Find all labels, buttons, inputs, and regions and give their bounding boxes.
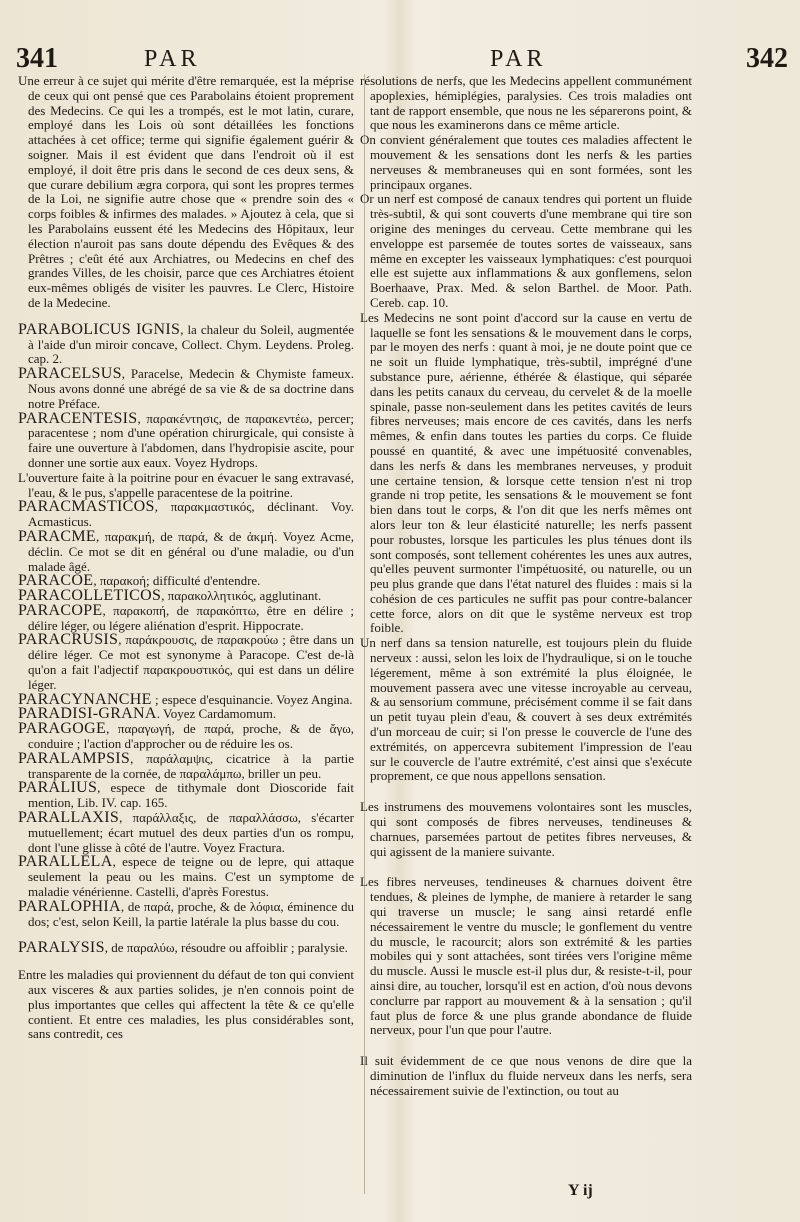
headword: PARALAMPSIS (18, 749, 131, 767)
page-header (16, 44, 788, 74)
entry: PARABOLICUS IGNIS, la chaleur du Soleil, augmentée à l'aide d'un miroir concave, Collect. Chym. Leydens. Proleg. cap. 2. (18, 320, 354, 367)
headword: PARACMASTICOS (18, 498, 155, 516)
headword: PARACOE (18, 572, 94, 590)
headword: PARALIUS (18, 779, 98, 797)
entry: PARACOLLETICOS, παρακολλητικός, agglutinant. (18, 587, 322, 605)
paragraph: On convient généralement que toutes ces maladies affectent le mouvement & les sensations dont les nerfs & les parties nerveuses & membraneuses qui en sont formées, sont les principaux organes. (360, 132, 692, 192)
signature-mark: Y ij (568, 1182, 593, 1199)
entry: PARACENTESIS, παρακέντησις, de παρακεντέω, percer; paracentese ; nom d'une opération chirurgicale, qui consiste à faire une ouverture à l'abdomen, dans l'hydropisie ascite, pour donner une sortie aux eaux. Voyez Hydrops. (18, 409, 354, 470)
entry: PARALOPHIA, de παρά, proche, & de λόφια, éminence du dos; c'est, selon Keill, la partie latérale la plus basse du cou. (18, 897, 354, 929)
entry: PARACME, παρακμή, de παρά, & de ἀκμή. Voyez Acme, déclin. Ce mot se dit en général ou d'une maladie, ou d'un malade âgé. (18, 527, 354, 574)
entry: L'ouverture faite à la poitrine pour en évacuer le sang extravasé, l'eau, & le pus, s'appelle paracentese de la poitrine. (18, 469, 354, 500)
headword: PARALYSIS (18, 939, 105, 957)
entry: Entre les maladies qui proviennent du défaut de ton qui convient aux visceres & aux parties solides, je n'en connois point de plus importantes que celles qui affectent la tête & ce qu'elle contient. Et entre ces maladies, les plus considérables sont, sans contredit, ces (18, 967, 354, 1042)
entry: PARALIUS, espece de tithymale dont Dioscoride fait mention, Lib. IV. cap. 165. (18, 779, 354, 811)
entry: PARALLAXIS, παράλλαξις, de παραλλάσσω, s'écarter mutuellement; écart mutuel des deux parties d'un os rompu, dont l'une glisse à côté de l'autre. Voyez Fractura. (18, 809, 354, 855)
entry: PARACRUSIS, παράκρουσις, de παρακρούω ; être dans un délire léger. Ce mot est synonyme à Paracope. C'est de-là qu'on a fait l'adjectif παρακρουστικός, qui est dans un délire léger. (18, 631, 354, 692)
headword: PARALLAXIS (18, 809, 120, 827)
headword: PARACOLLETICOS (18, 587, 162, 605)
headword: PARACME (18, 527, 96, 545)
headword: PARACELSUS (18, 365, 122, 383)
paragraph: Les fibres nerveuses, tendineuses & charnues doivent être tendues, & pleines de lymphe, de maniere à retarder le sang qui traverse un muscle; le sang ainsi retardé enfle nécessairement le ventre du muscle; le gonflement du ventre du muscle, le racourcit; alors son extrémité & les parties mobiles qui y sont attachées, sont tirées vers l'origine même du muscle. Aussi le muscle est-il plus dur, & resiste-t-il, pour ainsi dire, au toucher, lorsqu'il est en action, d'où nous devons conclurre par rapport au mouvement & à la sensation ; qu'il faut plus de force & une plus grande abondance de fluide nerveux, pour l'un que pour l'autre. (360, 874, 692, 1038)
entry: PARALAMPSIS, παράλαμψις, cicatrice à la partie transparente de la cornée, de παραλάμπω, briller un peu. (18, 749, 354, 781)
headword: PARAGOGE (18, 720, 107, 738)
headword: PARADISI-GRANA (18, 705, 157, 723)
right-running-head: PAR (490, 46, 547, 72)
entry: PARALYSIS, de παραλύω, résoudre ou affoiblir ; paralysie. (18, 939, 348, 957)
entry: PARAGOGE, παραγωγή, de παρά, proche, & de ἄγω, conduire ; l'action d'approcher ou de réduire les os. (18, 720, 354, 752)
paragraph: Il suit évidemment de ce que nous venons de dire que la diminution de l'influx du fluide nerveux dans les nerfs, sera nécessairement suivie de l'extinction, ou tout au (360, 1053, 692, 1098)
paragraph: Or un nerf est composé de canaux tendres qui portent un fluide très-subtil, & qui sont couverts d'une membrane qui tire son origine des meninges du cerveau. Cette membrane qui les enveloppe est parsemée de toutes sortes de vaisseaux, sans même en excepter les vaisseaux lymphatiques: c'est pourquoi elle est sujette aux inflammations & aux gonflemens, selon Boerhaave, Prax. Med. & selon Barthel. de Moor. Path. Cereb. cap. 10. (360, 191, 692, 310)
entry: PARACOE, παρακοή; difficulté d'entendre. (18, 572, 261, 590)
entry: PARACMASTICOS, παρακμαστικός, déclinant. Voy. Acmasticus. (18, 498, 354, 530)
entry: PARALLELA, espece de teigne ou de lepre, qui attaque seulement la peau ou les mains. C'est un symptome de maladie vénérienne. Castelli, d'après Forestus. (18, 853, 354, 900)
paragraph: Un nerf dans sa tension naturelle, est toujours plein du fluide nerveux : aussi, selon les loix de l'hydraulique, si on le touche légerement, même à son extrémité la plus éloignée, le mouvement passera avec une vitesse incroyable au cerveau, & au sensorium commune, précisément comme il se fait dans un petit tuyau plein d'eau, & couvert à ses deux extrémités d'un morceau de cuir; si l'on presse le couvercle de l'une des extrémités, on appercevra subitement l'impression de l'eau sur le couvercle de l'autre extrémité, c'est ainsi que s'exécute proprement, ce que nous appellons sensation. (360, 635, 692, 784)
headword: PARACOPE (18, 601, 103, 619)
headword: PARACYNANCHE (18, 690, 152, 708)
entry: PARACOPE, παρακοπή, de παρακόπτω, être en délire ; délire léger, ou légere aliénation d'esprit. Hippocrate. (18, 601, 354, 633)
headword: PARABOLICUS IGNIS (18, 320, 181, 338)
entry: Une erreur à ce sujet qui mérite d'être remarquée, est la méprise de ceux qui ont pensé que ces Parabolains étoient proprement des Medecins. Ce qui les a trompés, est le mot latin, curare, employé dans les Lois où sont détaillées les fonctions attachées à cet office; terme qui signifie également guérir & soigner. Mais il est évident que dans l'endroit où il est employé, il doit être pris dans le second de ces deux sens, & que curare debilium ægra corpora, qui sont les propres termes de la Loi, ne signifie autre chose que « prendre soin des « corps foibles & infirmes des malades. » Ajoutez à cela, que si les Parabolains eussent été les Medecins des Hôpitaux, leur élection n'auroit pas sans doute dépendu des Evêques & des Prêtres ; c'eût été aux Archiatres, ou Medecins en chef des grandes Villes, de les choisir, parce que ces Archiatres étoient eux-mêmes obligés de visiter les pauvres. Le Clerc, Histoire de la Medecine. (18, 73, 354, 310)
headword: PARALLELA (18, 853, 113, 871)
entry: PARADISI-GRANA. Voyez Cardamomum. (18, 705, 277, 723)
right-column (360, 74, 692, 1099)
headword: PARALOPHIA (18, 897, 121, 915)
entry: PARACYNANCHE ; espece d'esquinancie. Voyez Angina. (18, 690, 353, 708)
left-column (18, 74, 354, 1042)
headword: PARACRUSIS (18, 631, 119, 649)
left-running-head: PAR (144, 46, 201, 72)
left-page-number: 341 (16, 43, 58, 74)
right-page-number: 342 (746, 43, 788, 74)
headword: PARACENTESIS (18, 409, 138, 427)
paragraph: résolutions de nerfs, que les Medecins appellent communément apoplexies, hémiplégies, paralysies. Ces trois maladies ont tant de rapport ensemble, que nous ne les séparerons point, & que nous les examinerons dans ce même article. (360, 73, 692, 133)
entry: PARACELSUS, Paracelse, Medecin & Chymiste fameux. Nous avons donné une abrégé de sa vie & de sa doctrine dans notre Préface. (18, 365, 354, 411)
paragraph: Les instrumens des mouvemens volontaires sont les muscles, qui sont composés de fibres nerveuses, tendineuses & charnues, parsemées partout de petites fibres nerveuses, & qui agissent de la maniere suivante. (360, 799, 692, 859)
paragraph: Les Medecins ne sont point d'accord sur la cause en vertu de laquelle se font les sensations & le mouvement dans le corps, par le moyen des nerfs : quant à moi, je ne doute point que ce ne soit un fluide lymphatique, très-subtil, imprégné d'une substance pure, aérienne, éthérée & élastique, qui séparée dans les petits canaux du cerveau, du cervelet & de la moelle spinale, passe non-seulement dans les petites cavités de leurs fibres nerveuses; mais encore de ces cavités, dans les nerfs mêmes, & enfin dans toutes les parties du corps. Ce fluide poussé en quantité, & avec une impétuosité convenables, dans les nerfs & dans les membranes nerveuses, y produit une certaine tension, & lorsque cette tension n'est ni trop grande ni trop petite, les sensations & le mouvement se font bien dans tout le corps, & l'on dit que les nerfs mêmes ont alors leur ton & leur élasticité naturelle; les nerfs passent pour robustes, lorsque les particules les plus ténues dont ils sont composés, sont tellement cohérentes les unes aux autres, qu'elles peuvent surmonter l'impétuosité, ou naturelle, ou un peu plus grande que dans l'état naturel des fluides : mais si la cohésion de ces particules ne suffit pas pour contre-balancer cette force, alors on dit que le systême nerveux est trop foible. (360, 309, 692, 636)
